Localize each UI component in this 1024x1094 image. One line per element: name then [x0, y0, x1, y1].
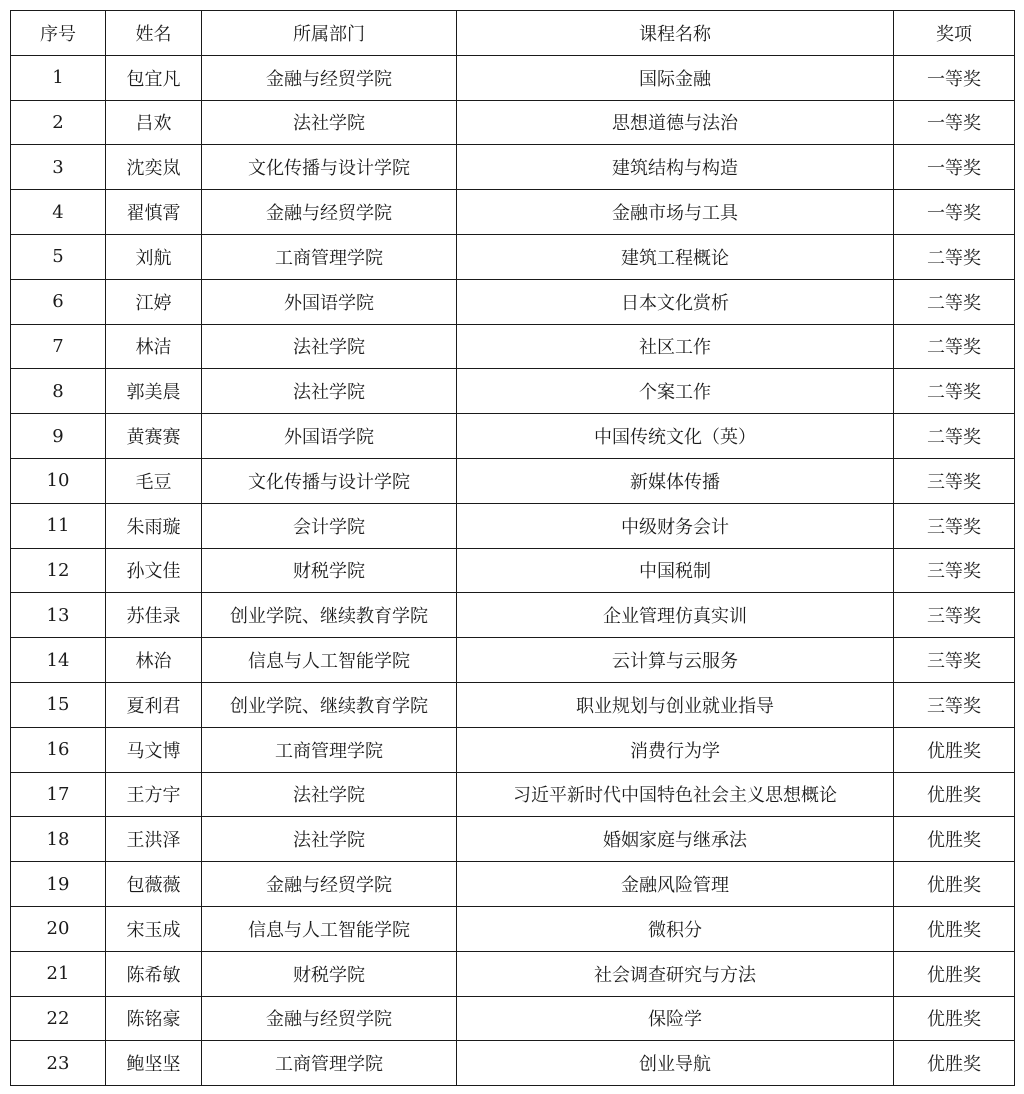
cell-department: 金融与经贸学院 — [202, 862, 457, 907]
cell-award: 优胜奖 — [894, 951, 1015, 996]
cell-seq: 15 — [11, 682, 106, 727]
cell-course: 社会调查研究与方法 — [457, 951, 894, 996]
table-row — [11, 593, 1015, 638]
cell-name: 林治 — [106, 638, 202, 683]
cell-department: 创业学院、继续教育学院 — [202, 682, 457, 727]
cell-award: 一等奖 — [894, 190, 1015, 235]
cell-award: 一等奖 — [894, 145, 1015, 190]
cell-award: 三等奖 — [894, 458, 1015, 503]
cell-course: 个案工作 — [457, 369, 894, 414]
cell-department: 外国语学院 — [202, 414, 457, 459]
cell-course: 中级财务会计 — [457, 503, 894, 548]
cell-award: 三等奖 — [894, 638, 1015, 683]
table-row — [11, 996, 1015, 1041]
table-row — [11, 638, 1015, 683]
cell-department: 金融与经贸学院 — [202, 190, 457, 235]
cell-award: 二等奖 — [894, 324, 1015, 369]
cell-course: 建筑工程概论 — [457, 234, 894, 279]
cell-seq: 2 — [11, 100, 106, 145]
cell-department: 法社学院 — [202, 817, 457, 862]
cell-seq: 8 — [11, 369, 106, 414]
cell-seq: 5 — [11, 234, 106, 279]
cell-course: 婚姻家庭与继承法 — [457, 817, 894, 862]
cell-seq: 13 — [11, 593, 106, 638]
cell-course: 国际金融 — [457, 55, 894, 100]
header-department: 所属部门 — [202, 11, 457, 56]
cell-name: 黄赛赛 — [106, 414, 202, 459]
cell-award: 优胜奖 — [894, 862, 1015, 907]
cell-name: 夏利君 — [106, 682, 202, 727]
cell-name: 王方宇 — [106, 772, 202, 817]
cell-seq: 10 — [11, 458, 106, 503]
cell-name: 江婷 — [106, 279, 202, 324]
cell-department: 法社学院 — [202, 100, 457, 145]
table-row — [11, 772, 1015, 817]
cell-award: 一等奖 — [894, 100, 1015, 145]
cell-course: 微积分 — [457, 906, 894, 951]
table-row — [11, 190, 1015, 235]
cell-course: 新媒体传播 — [457, 458, 894, 503]
cell-award: 三等奖 — [894, 548, 1015, 593]
cell-award: 二等奖 — [894, 234, 1015, 279]
cell-course: 社区工作 — [457, 324, 894, 369]
cell-department: 创业学院、继续教育学院 — [202, 593, 457, 638]
cell-award: 二等奖 — [894, 414, 1015, 459]
table-row — [11, 1041, 1015, 1086]
table-row — [11, 414, 1015, 459]
cell-award: 优胜奖 — [894, 996, 1015, 1041]
cell-course: 日本文化赏析 — [457, 279, 894, 324]
table-row — [11, 324, 1015, 369]
cell-department: 工商管理学院 — [202, 234, 457, 279]
cell-award: 优胜奖 — [894, 1041, 1015, 1086]
cell-award: 二等奖 — [894, 369, 1015, 414]
cell-name: 林洁 — [106, 324, 202, 369]
table-row — [11, 234, 1015, 279]
table-row — [11, 727, 1015, 772]
table-row — [11, 458, 1015, 503]
table-header — [11, 11, 1015, 56]
cell-seq: 12 — [11, 548, 106, 593]
table-body — [11, 55, 1015, 1085]
cell-department: 工商管理学院 — [202, 727, 457, 772]
cell-seq: 7 — [11, 324, 106, 369]
cell-name: 朱雨璇 — [106, 503, 202, 548]
cell-course: 金融市场与工具 — [457, 190, 894, 235]
table-row — [11, 145, 1015, 190]
cell-course: 习近平新时代中国特色社会主义思想概论 — [457, 772, 894, 817]
cell-award: 三等奖 — [894, 682, 1015, 727]
table-row — [11, 548, 1015, 593]
table-row — [11, 906, 1015, 951]
cell-name: 沈奕岚 — [106, 145, 202, 190]
table-row — [11, 862, 1015, 907]
cell-department: 文化传播与设计学院 — [202, 458, 457, 503]
table-row — [11, 279, 1015, 324]
cell-name: 包宜凡 — [106, 55, 202, 100]
cell-name: 郭美晨 — [106, 369, 202, 414]
cell-name: 翟慎霄 — [106, 190, 202, 235]
cell-course: 思想道德与法治 — [457, 100, 894, 145]
table-row — [11, 682, 1015, 727]
header-course: 课程名称 — [457, 11, 894, 56]
cell-award: 优胜奖 — [894, 906, 1015, 951]
table-row — [11, 100, 1015, 145]
cell-department: 法社学院 — [202, 772, 457, 817]
cell-department: 外国语学院 — [202, 279, 457, 324]
cell-department: 财税学院 — [202, 951, 457, 996]
cell-seq: 22 — [11, 996, 106, 1041]
cell-award: 优胜奖 — [894, 772, 1015, 817]
cell-name: 吕欢 — [106, 100, 202, 145]
cell-department: 金融与经贸学院 — [202, 55, 457, 100]
cell-department: 金融与经贸学院 — [202, 996, 457, 1041]
cell-name: 苏佳录 — [106, 593, 202, 638]
cell-seq: 11 — [11, 503, 106, 548]
cell-department: 法社学院 — [202, 324, 457, 369]
cell-department: 财税学院 — [202, 548, 457, 593]
cell-course: 中国传统文化（英） — [457, 414, 894, 459]
table-row — [11, 817, 1015, 862]
cell-name: 王洪泽 — [106, 817, 202, 862]
cell-award: 三等奖 — [894, 593, 1015, 638]
cell-course: 保险学 — [457, 996, 894, 1041]
table-row — [11, 503, 1015, 548]
header-award: 奖项 — [894, 11, 1015, 56]
cell-name: 陈希敏 — [106, 951, 202, 996]
cell-name: 鲍坚坚 — [106, 1041, 202, 1086]
cell-course: 云计算与云服务 — [457, 638, 894, 683]
cell-seq: 17 — [11, 772, 106, 817]
cell-course: 金融风险管理 — [457, 862, 894, 907]
cell-name: 刘航 — [106, 234, 202, 279]
cell-seq: 4 — [11, 190, 106, 235]
cell-seq: 3 — [11, 145, 106, 190]
cell-seq: 9 — [11, 414, 106, 459]
cell-award: 优胜奖 — [894, 727, 1015, 772]
cell-seq: 20 — [11, 906, 106, 951]
cell-name: 马文博 — [106, 727, 202, 772]
cell-course: 建筑结构与构造 — [457, 145, 894, 190]
cell-award: 优胜奖 — [894, 817, 1015, 862]
cell-department: 信息与人工智能学院 — [202, 638, 457, 683]
cell-department: 法社学院 — [202, 369, 457, 414]
cell-department: 文化传播与设计学院 — [202, 145, 457, 190]
cell-award: 三等奖 — [894, 503, 1015, 548]
cell-seq: 23 — [11, 1041, 106, 1086]
header-row — [11, 11, 1015, 56]
cell-department: 工商管理学院 — [202, 1041, 457, 1086]
cell-seq: 16 — [11, 727, 106, 772]
header-name: 姓名 — [106, 11, 202, 56]
award-table — [10, 10, 1015, 1086]
cell-department: 会计学院 — [202, 503, 457, 548]
cell-course: 消费行为学 — [457, 727, 894, 772]
cell-department: 信息与人工智能学院 — [202, 906, 457, 951]
cell-course: 企业管理仿真实训 — [457, 593, 894, 638]
cell-course: 创业导航 — [457, 1041, 894, 1086]
cell-award: 一等奖 — [894, 55, 1015, 100]
cell-seq: 6 — [11, 279, 106, 324]
cell-course: 职业规划与创业就业指导 — [457, 682, 894, 727]
cell-name: 包薇薇 — [106, 862, 202, 907]
table-row — [11, 55, 1015, 100]
cell-name: 孙文佳 — [106, 548, 202, 593]
cell-seq: 19 — [11, 862, 106, 907]
cell-seq: 1 — [11, 55, 106, 100]
cell-award: 二等奖 — [894, 279, 1015, 324]
cell-seq: 18 — [11, 817, 106, 862]
cell-name: 毛豆 — [106, 458, 202, 503]
table-row — [11, 951, 1015, 996]
header-seq: 序号 — [11, 11, 106, 56]
cell-name: 宋玉成 — [106, 906, 202, 951]
cell-course: 中国税制 — [457, 548, 894, 593]
cell-seq: 21 — [11, 951, 106, 996]
cell-seq: 14 — [11, 638, 106, 683]
table-row — [11, 369, 1015, 414]
cell-name: 陈铭豪 — [106, 996, 202, 1041]
